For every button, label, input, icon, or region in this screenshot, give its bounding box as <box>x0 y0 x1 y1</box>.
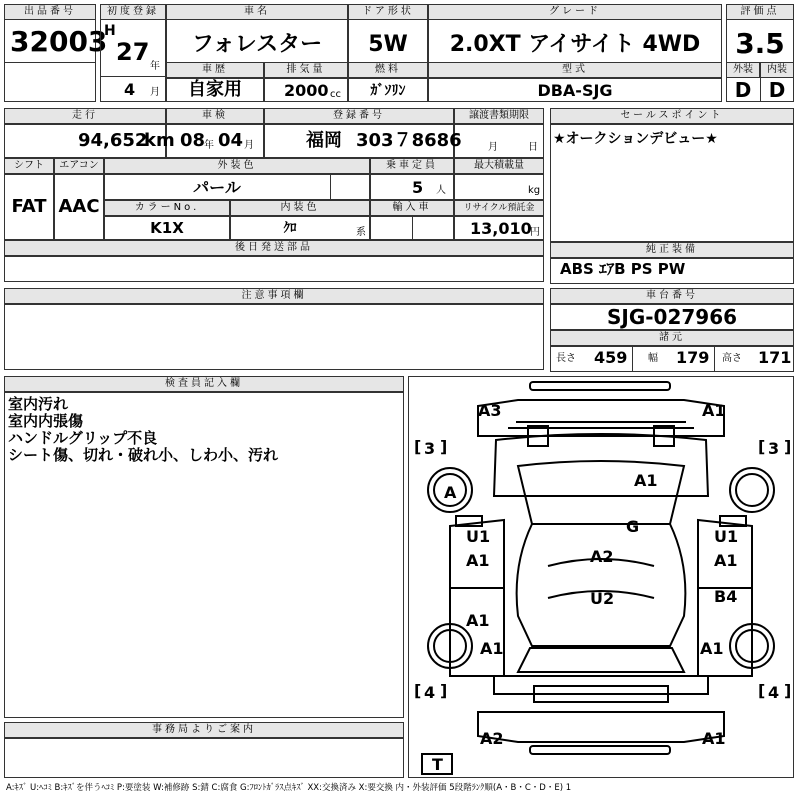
mark-left-door2: A1 <box>466 611 490 630</box>
shift-label: シフト <box>4 158 54 174</box>
import-label: 輸入車 <box>370 200 454 216</box>
score-label: 評価点 <box>726 4 794 20</box>
sales-label: セールスポイント <box>550 108 794 124</box>
inspector-line: 室内汚れ <box>8 395 69 413</box>
width: 179 <box>676 348 710 367</box>
month-unit: 月 <box>150 87 160 98</box>
mark-rear-right: A1 <box>702 729 726 748</box>
mark-left-door1-u: U1 <box>466 527 491 546</box>
transfer-month-unit: 月 <box>488 142 498 153</box>
grade: 2.0XT アイサイト 4WD <box>449 32 701 57</box>
int-color-label: 内装色 <box>230 200 370 216</box>
transfer-day-unit: 日 <box>528 142 538 153</box>
displacement-label: 排気量 <box>264 62 348 78</box>
door-type: 5W <box>368 32 408 57</box>
equipment-label: 純正装備 <box>550 242 794 258</box>
office-box <box>4 738 404 778</box>
svg-text:[: [ <box>758 437 766 456</box>
height-label: 高さ <box>722 353 742 364</box>
tire-rl-depth: 4 <box>424 683 436 702</box>
svg-text:]: ] <box>440 681 448 700</box>
recycle: 13,010 <box>470 219 532 238</box>
svg-text:[: [ <box>414 437 422 456</box>
grade-label: グレード <box>428 4 722 20</box>
transfer-label: 譲渡書類期限 <box>454 108 544 124</box>
svg-text:]: ] <box>440 437 448 456</box>
reg-number: 303７8686 <box>356 130 462 151</box>
ext-color-label: 外装色 <box>104 158 370 174</box>
shift: FAT <box>11 196 47 217</box>
kg-unit: kg <box>528 185 541 196</box>
svg-text:]: ] <box>784 437 792 456</box>
inspector-label: 検査員記入欄 <box>4 376 404 392</box>
mark-front-right: A1 <box>702 401 726 420</box>
exterior-grade: D <box>734 78 752 102</box>
first-reg-year: 27 <box>116 38 150 66</box>
chassis-label: 車台番号 <box>550 288 794 304</box>
length-label: 長さ <box>556 353 576 364</box>
tire-rr-depth: 4 <box>768 683 780 702</box>
history-label: 車歴 <box>166 62 264 78</box>
width-label: 幅 <box>648 353 658 364</box>
car-diagram <box>408 376 794 778</box>
mark-right-rear-wheel: A1 <box>700 639 724 658</box>
legend: A:ｷｽﾞ U:ﾍｺﾐ B:ｷｽﾞを伴うﾍｺﾐ P:要塗装 W:補修跡 S:錆 C:腐食 G:ﾌﾛﾝﾄｶﾞﾗｽ点ｷｽﾞ XX:交換済み X:要交換 内・外装評価 5段階ﾗﾝｸ順(A・B・C・D・E) 1 <box>6 783 572 793</box>
mark-hood: A1 <box>634 471 658 490</box>
model: DBA-SJG <box>537 81 613 100</box>
spare-tire: T <box>432 755 443 774</box>
mark-left-front-wheel: A <box>444 483 457 502</box>
mark-left-door1-a: A1 <box>466 551 490 570</box>
tire-fr-depth: 3 <box>768 439 780 458</box>
mark-windshield: G <box>626 517 640 536</box>
capacity-label: 乗車定員 <box>370 158 454 174</box>
mark-left-rear-wheel: A1 <box>480 639 504 658</box>
door-label: ドア形状 <box>348 4 428 20</box>
mark-roof-2: U2 <box>590 589 615 608</box>
person-unit: 人 <box>436 185 446 196</box>
notes-box <box>4 304 544 370</box>
capacity: 5 <box>412 178 424 197</box>
inspector-line: 室内内張傷 <box>8 412 84 430</box>
interior-grade: D <box>768 78 786 102</box>
inspection-year: 08 <box>180 130 206 151</box>
insp-month-unit: 月 <box>244 140 254 151</box>
first-reg-label: 初度登録 <box>100 4 166 20</box>
mileage-label: 走行 <box>4 108 166 124</box>
first-reg-month: 4 <box>124 80 136 99</box>
yen-unit: 円 <box>530 227 540 238</box>
sales-text: ★オークションデビュー★ <box>553 131 718 147</box>
insp-year-unit: 年 <box>204 140 214 151</box>
lot-number: 32003 <box>10 25 108 58</box>
ac: AAC <box>58 196 100 217</box>
mark-front-left: A3 <box>478 401 502 420</box>
history: 自家用 <box>188 79 242 100</box>
length: 459 <box>594 348 628 367</box>
exterior-label: 外装 <box>726 62 760 78</box>
chassis-number: SJG-027966 <box>606 305 738 329</box>
equipment-text: ABS ｴｱB PS PW <box>560 260 686 278</box>
max-load-label: 最大積載量 <box>454 158 544 174</box>
model-label: 型式 <box>428 62 722 78</box>
inspector-line: シート傷、切れ・破れ小、しわ小、汚れ <box>8 446 279 464</box>
mark-right-door2: B4 <box>714 587 738 606</box>
color-no-label: カラーNo. <box>104 200 230 216</box>
inspection-label: 車検 <box>166 108 264 124</box>
reg-no-label: 登録番号 <box>264 108 454 124</box>
year-unit: 年 <box>150 61 160 72</box>
fuel: ｶﾞｿﾘﾝ <box>370 83 406 99</box>
mark-rear-left: A2 <box>480 729 504 748</box>
fuel-label: 燃料 <box>348 62 428 78</box>
height: 171 <box>758 348 792 367</box>
ac-label: エアコン <box>54 158 104 174</box>
later-parts-label: 後日発送部品 <box>4 240 544 256</box>
notes-label: 注意事項欄 <box>4 288 544 304</box>
score: 3.5 <box>735 27 785 60</box>
mileage: 94,652 <box>78 130 148 151</box>
later-parts-box <box>4 256 544 282</box>
svg-text:[: [ <box>414 681 422 700</box>
dims-label: 諸元 <box>550 330 794 346</box>
office-label: 事務局よりご案内 <box>4 722 404 738</box>
color-no: K1X <box>150 219 184 237</box>
interior-label: 内装 <box>760 62 794 78</box>
km-unit: km <box>144 130 175 151</box>
mark-right-door1-u: U1 <box>714 527 739 546</box>
int-color-unit: 系 <box>356 227 366 238</box>
ext-color: パール <box>193 178 241 197</box>
inspector-line: ハンドルグリップ不良 <box>8 429 158 447</box>
reg-area: 福岡 <box>306 130 342 151</box>
inspection-month: 04 <box>218 130 244 151</box>
displacement: 2000 <box>284 81 329 100</box>
mark-right-door1-a: A1 <box>714 551 738 570</box>
mark-roof: A2 <box>590 547 614 566</box>
cc-unit: cc <box>330 89 341 100</box>
svg-text:]: ] <box>784 681 792 700</box>
car-name-label: 車名 <box>166 4 348 20</box>
era-prefix: H <box>104 23 116 39</box>
tire-fl-depth: 3 <box>424 439 436 458</box>
recycle-label: リサイクル預託金 <box>454 200 544 216</box>
inspector-notes <box>8 396 278 464</box>
car-name: フォレスター <box>191 32 323 57</box>
lot-label: 出品番号 <box>4 4 96 20</box>
int-color: ｸﾛ <box>283 221 297 236</box>
svg-text:[: [ <box>758 681 766 700</box>
